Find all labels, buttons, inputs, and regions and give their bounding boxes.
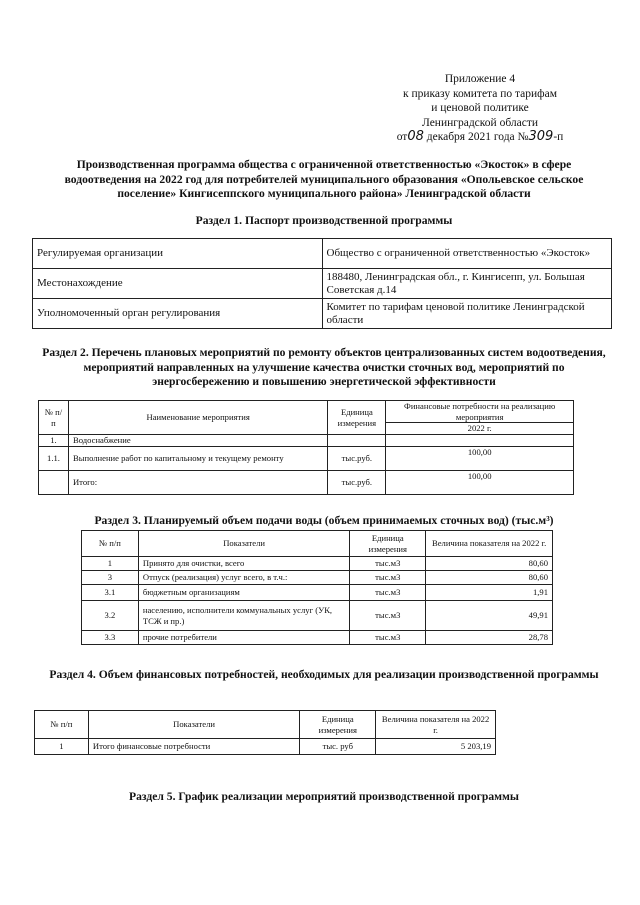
cell-unit: тыс.м3 <box>350 571 426 585</box>
cell-value: 80,60 <box>426 557 553 571</box>
cell-value: 49,91 <box>426 601 553 631</box>
table-header-row <box>35 711 496 739</box>
header-num: № п/п <box>35 711 89 739</box>
header-value: Величина показателя на 2022 г. <box>376 711 496 739</box>
appendix-date <box>360 130 600 145</box>
cell-unit: тыс.руб. <box>328 471 386 495</box>
cell-name: бюджетным организациям <box>138 585 349 601</box>
date-day-handwritten: 08 <box>407 129 424 144</box>
header-num: № п/п <box>39 401 69 435</box>
cell-unit: тыс.м3 <box>350 601 426 631</box>
cell-num: 1.1. <box>39 447 69 471</box>
section3-heading: Раздел 3. Планируемый объем подачи воды (объем принимаемых сточных вод) (тыс.м³) <box>94 514 554 527</box>
cell-name: Отпуск (реализация) услуг всего, в т.ч.: <box>138 571 349 585</box>
cell-name: Водоснабжение <box>68 435 327 447</box>
cell-value: 100,00 <box>386 447 574 471</box>
cell-num: 1 <box>35 739 89 755</box>
cell-unit <box>328 435 386 447</box>
appendix-line: к приказу комитета по тарифам <box>403 87 557 100</box>
cell-value: 28,78 <box>426 631 553 645</box>
date-number-handwritten: 309 <box>528 129 554 144</box>
table-row <box>33 299 612 329</box>
cell-unit: тыс.м3 <box>350 557 426 571</box>
table-row <box>33 269 612 299</box>
table-header-row <box>82 531 553 557</box>
passport-label: Уполномоченный орган регулирования <box>33 299 323 329</box>
table-row <box>39 447 574 471</box>
cell-num <box>39 471 69 495</box>
header-name: Наименование мероприятия <box>68 401 327 435</box>
passport-table <box>32 238 612 329</box>
section1-heading: Раздел 1. Паспорт производственной программы <box>195 214 453 227</box>
passport-value: Комитет по тарифам ценовой политике Ленинградской области <box>322 299 612 329</box>
table-row <box>39 471 574 495</box>
section4-heading: Раздел 4. Объем финансовых потребностей, необходимых для реализации производственной программы <box>49 668 599 681</box>
date-mid: декабря 2021 года № <box>426 131 529 143</box>
cell-name: Выполнение работ по капитальному и текущему ремонту <box>68 447 327 471</box>
cell-num: 3.2 <box>82 601 139 631</box>
cell-name: Итого: <box>68 471 327 495</box>
cell-num: 1 <box>82 557 139 571</box>
cell-value: 100,00 <box>386 471 574 495</box>
header-name: Показатели <box>88 711 299 739</box>
cell-name: прочие потребители <box>138 631 349 645</box>
cell-unit: тыс.м3 <box>350 631 426 645</box>
appendix-line: Ленинградской области <box>421 116 539 129</box>
cell-name: Итого финансовые потребности <box>88 739 299 755</box>
table-header-row <box>39 401 574 423</box>
table-row <box>39 435 574 447</box>
cell-value: 80,60 <box>426 571 553 585</box>
header-value: Величина показателя на 2022 г. <box>426 531 553 557</box>
cell-name: Принято для очистки, всего <box>138 557 349 571</box>
table-row <box>35 739 496 755</box>
cell-num: 3.1 <box>82 585 139 601</box>
cell-num: 3.3 <box>82 631 139 645</box>
header-unit: Единица измерения <box>350 531 426 557</box>
cell-value: 5 203,19 <box>376 739 496 755</box>
cell-num: 1. <box>39 435 69 447</box>
table-row <box>82 601 553 631</box>
cell-unit: тыс.м3 <box>350 585 426 601</box>
header-name: Показатели <box>138 531 349 557</box>
cell-unit: тыс. руб <box>300 739 376 755</box>
header-year: 2022 г. <box>386 423 574 435</box>
cell-unit: тыс.руб. <box>328 447 386 471</box>
appendix-block <box>360 72 600 145</box>
table-row <box>82 631 553 645</box>
header-unit: Единица измерения <box>300 711 376 739</box>
section2-heading: Раздел 2. Перечень плановых мероприятий по ремонту объектов централизованных систем водоотведения, мероприятий направленных на улучшение качества очистки сточных вод, мероприятий по энергосбережению и повышению энергетической эффективности <box>42 346 606 388</box>
header-unit: Единица измерения <box>328 401 386 435</box>
table-row <box>82 585 553 601</box>
table-row <box>82 571 553 585</box>
passport-label: Местонахождение <box>33 269 323 299</box>
measures-table <box>38 400 574 495</box>
appendix-line: Приложение 4 <box>444 73 516 85</box>
cell-value <box>386 435 574 447</box>
cell-value: 1,91 <box>426 585 553 601</box>
date-prefix: от <box>396 131 408 143</box>
header-num: № п/п <box>82 531 139 557</box>
appendix-line: и ценовой политике <box>431 102 529 114</box>
date-suffix: -п <box>553 131 564 143</box>
passport-value: 188480, Ленинградская обл., г. Кингисепп, ул. Большая Советская д.14 <box>322 269 612 299</box>
header-finance: Финансовые потребности на реализацию мероприятия <box>386 401 574 423</box>
volume-table <box>81 530 553 645</box>
passport-value: Общество с ограниченной ответственностью «Экосток» <box>322 239 612 269</box>
section5-heading: Раздел 5. График реализации мероприятий производственной программы <box>129 790 519 803</box>
document-title: Производственная программа общества с ограниченной ответственностью «Экосток» в сфере водоотведения на 2022 год для потребителей муниципального образования «Опольевское сельское поселение» Кингисеппского муниципального района» Ленинградской области <box>64 158 584 200</box>
table-row <box>82 557 553 571</box>
cell-num: 3 <box>82 571 139 585</box>
table-row <box>33 239 612 269</box>
passport-label: Регулируемая организации <box>33 239 323 269</box>
finance-table <box>34 710 496 755</box>
cell-name: населению, исполнители коммунальных услуг (УК, ТСЖ и пр.) <box>138 601 349 631</box>
